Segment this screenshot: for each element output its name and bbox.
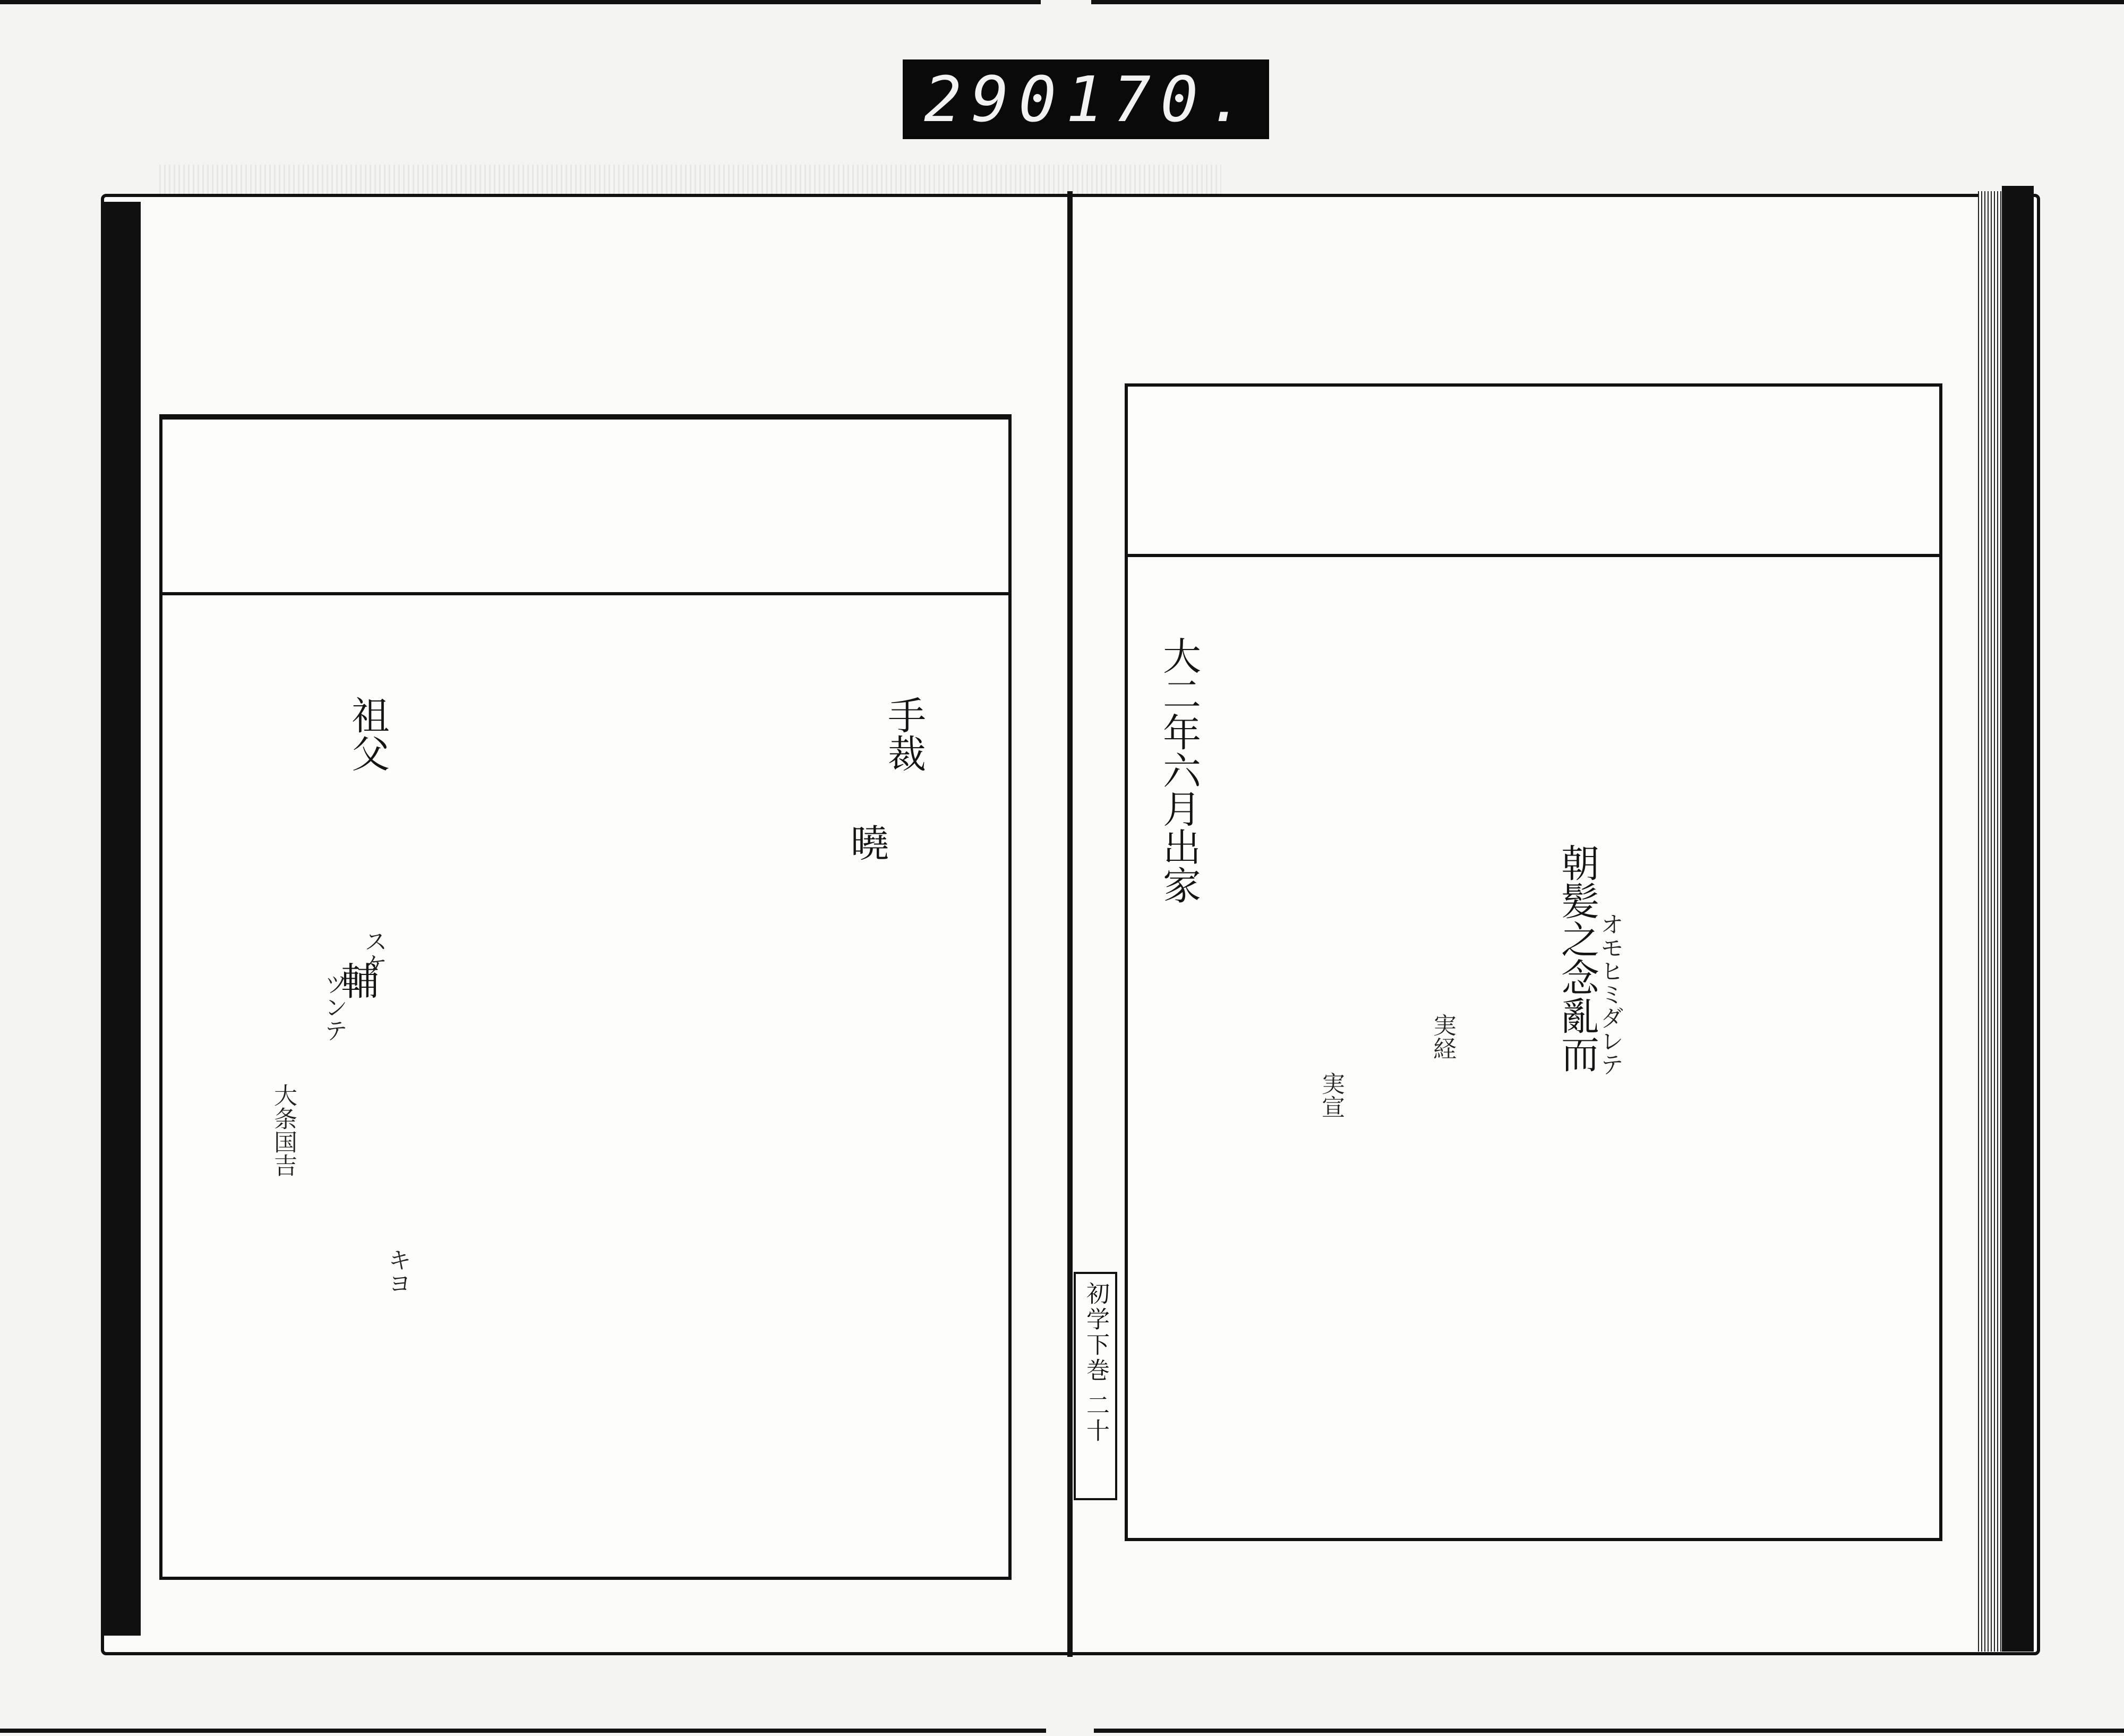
left-annotation-3: スケ	[360, 929, 387, 976]
left-col-suke: 輔	[335, 961, 379, 999]
bottom-border-left	[0, 1729, 1046, 1733]
left-annotation-1: ツンテ	[320, 972, 347, 1042]
left-col-akatsuki: 曉	[844, 823, 889, 861]
left-page-panel	[159, 414, 1012, 1580]
right-col-shukke: 大二年六月出家	[1157, 636, 1201, 904]
left-col-tesai: 手裁	[881, 696, 926, 772]
top-border-right	[1091, 0, 2124, 4]
left-col-daijou: 大条国吉	[270, 1083, 297, 1177]
right-col-asagami: 朝髪之念亂而	[1555, 843, 1599, 1073]
bottom-border-right	[1094, 1729, 2124, 1733]
left-header-box	[162, 420, 1008, 595]
page-label: 初学下巻 二十	[1074, 1272, 1117, 1500]
right-header-box	[1128, 387, 1939, 557]
right-page-panel	[1125, 383, 1942, 1541]
counter-left-number: 290	[924, 63, 1066, 136]
right-annotation-1: オモヒミダレテ	[1596, 912, 1623, 1076]
book-gutter	[1067, 191, 1073, 1657]
left-book-edge	[104, 202, 141, 1636]
right-page-edges	[1978, 191, 2002, 1652]
right-col-sanenobu: 実宣	[1317, 1072, 1344, 1118]
left-col-sofu: 祖父	[345, 696, 390, 772]
right-col-sanetsune: 実経	[1429, 1013, 1456, 1060]
frame-counter	[903, 59, 1269, 139]
right-book-edge	[2002, 186, 2034, 1652]
top-border-left	[0, 0, 1041, 4]
left-annotation-2: キヨ	[384, 1248, 411, 1295]
counter-right-number: 170.	[1066, 63, 1255, 136]
